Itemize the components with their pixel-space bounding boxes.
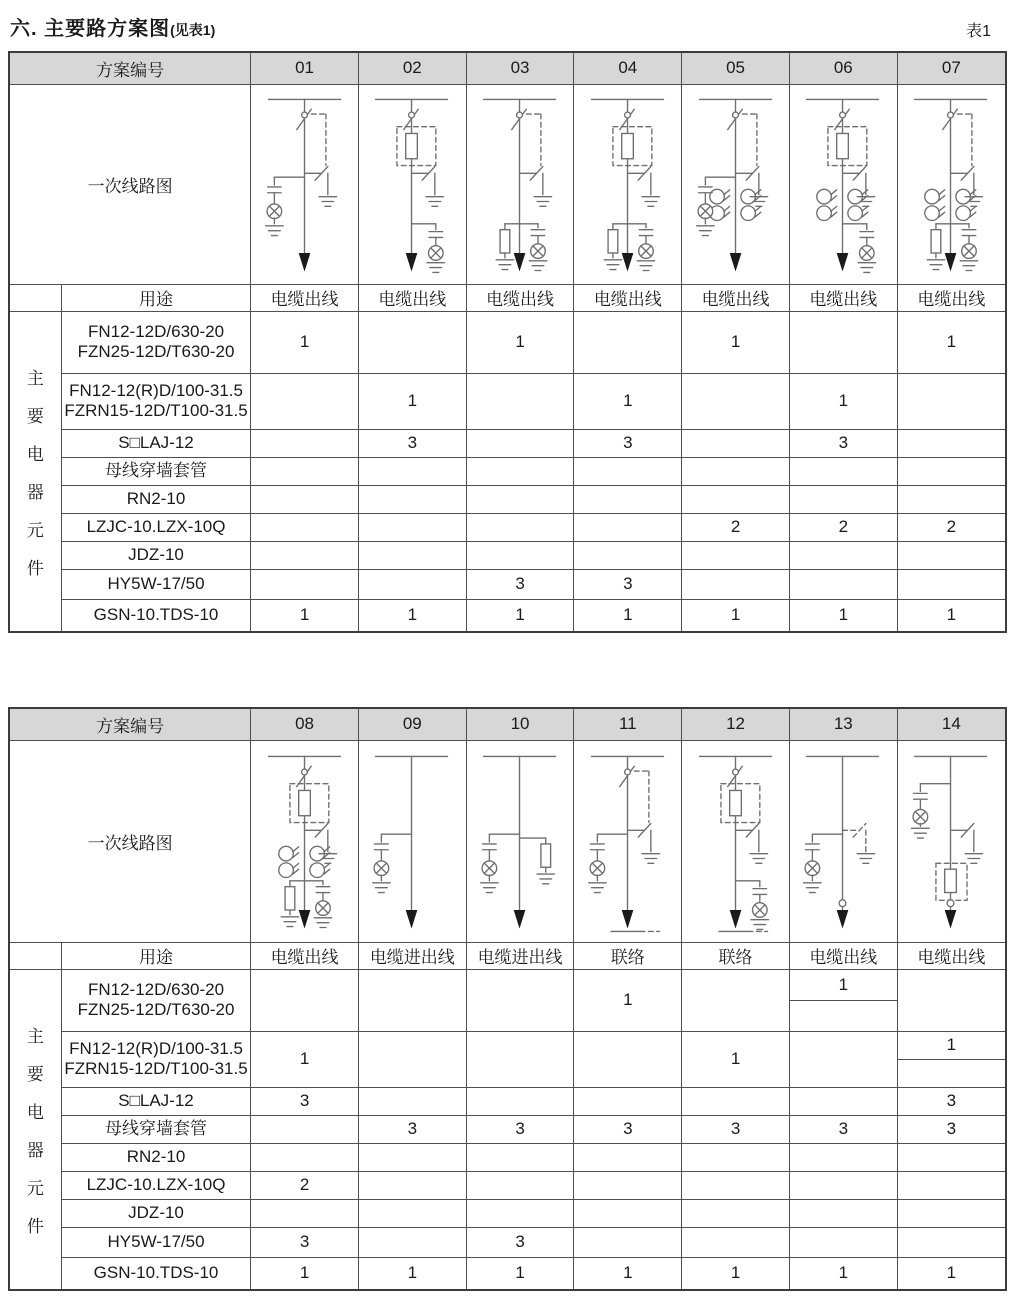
component-label: S□LAJ-12 (61, 429, 250, 457)
qty-cell (789, 1199, 897, 1227)
qty-cell (574, 1227, 682, 1257)
usage-cell-04: 电缆出线 (574, 284, 682, 311)
qty-cell (789, 541, 897, 569)
qty-cell: 3 (574, 429, 682, 457)
scheme-header-12: 12 (682, 708, 790, 740)
qty-cell (466, 1031, 574, 1087)
qty-cell (251, 1199, 359, 1227)
qty-cell (466, 373, 574, 429)
qty-cell (789, 311, 897, 373)
scheme-header-10: 10 (466, 708, 574, 740)
qty-cell (574, 1171, 682, 1199)
qty-cell (682, 485, 790, 513)
qty-cell (358, 1199, 466, 1227)
qty-cell (251, 485, 359, 513)
qty-cell (251, 1143, 359, 1171)
qty-cell (897, 429, 1006, 457)
qty-cell (251, 429, 359, 457)
usage-cell-05: 电缆出线 (682, 284, 790, 311)
qty-cell (897, 1227, 1006, 1257)
qty-cell: 3 (897, 1115, 1006, 1143)
qty-cell: 3 (251, 1227, 359, 1257)
circuit-diagram-01 (251, 84, 359, 284)
qty-cell (251, 513, 359, 541)
qty-cell (466, 513, 574, 541)
qty-cell: 1 (574, 1257, 682, 1290)
qty-cell (574, 513, 682, 541)
qty-cell (682, 373, 790, 429)
component-label: 母线穿墙套管 (61, 1115, 250, 1143)
qty-cell (466, 1143, 574, 1171)
qty-cell (897, 457, 1006, 485)
qty-cell: 3 (789, 1115, 897, 1143)
qty-cell (466, 429, 574, 457)
diagram-row-label: 一次线路图 (9, 740, 251, 942)
qty-cell: 1 (251, 1031, 359, 1087)
circuit-diagram-07 (897, 84, 1006, 284)
qty-cell: 1 (466, 599, 574, 632)
qty-cell (358, 1031, 466, 1087)
qty-cell (251, 373, 359, 429)
qty-cell: 3 (574, 1115, 682, 1143)
qty-cell (466, 457, 574, 485)
scheme-header-07: 07 (897, 52, 1006, 84)
spacer-cell (9, 284, 61, 311)
qty-cell: 1 (466, 311, 574, 373)
table-tag: 表1 (966, 23, 991, 40)
qty-cell (789, 1143, 897, 1171)
qty-cell: 2 (251, 1171, 359, 1199)
qty-cell (897, 373, 1006, 429)
scheme-header-06: 06 (789, 52, 897, 84)
component-label: GSN-10.TDS-10 (61, 1257, 250, 1290)
usage-cell-10: 电缆进出线 (466, 942, 574, 969)
qty-cell: 1 (358, 1257, 466, 1290)
circuit-diagram-06 (789, 84, 897, 284)
qty-cell: 1 (574, 599, 682, 632)
qty-cell: 3 (682, 1115, 790, 1143)
scheme-header-11: 11 (574, 708, 682, 740)
qty-cell: 1 (682, 1031, 790, 1087)
component-label: FN12-12D/630-20 FZN25-12D/T630-20 (61, 311, 250, 373)
qty-cell (574, 1199, 682, 1227)
qty-cell: 3 (897, 1087, 1006, 1115)
qty-cell (897, 1171, 1006, 1199)
usage-cell-01: 电缆出线 (251, 284, 359, 311)
qty-cell (789, 569, 897, 599)
component-label: FN12-12(R)D/100-31.5 FZRN15-12D/T100-31.5 (61, 1031, 250, 1087)
diagram-row-label: 一次线路图 (9, 84, 251, 284)
usage-row-label: 用途 (61, 284, 250, 311)
usage-cell-12: 联络 (682, 942, 790, 969)
qty-cell (682, 429, 790, 457)
qty-cell: 3 (358, 1115, 466, 1143)
qty-cell (789, 457, 897, 485)
qty-cell (897, 969, 1006, 1031)
qty-cell (251, 1115, 359, 1143)
qty-cell: 1 (574, 373, 682, 429)
qty-cell (682, 1087, 790, 1115)
qty-cell: 3 (466, 1115, 574, 1143)
scheme-header-01: 01 (251, 52, 359, 84)
usage-cell-02: 电缆出线 (358, 284, 466, 311)
component-label: FN12-12(R)D/100-31.5 FZRN15-12D/T100-31.5 (61, 373, 250, 429)
circuit-diagram-14 (897, 740, 1006, 942)
qty-cell (789, 1087, 897, 1115)
scheme-header-03: 03 (466, 52, 574, 84)
component-label: GSN-10.TDS-10 (61, 599, 250, 632)
circuit-diagram-05 (682, 84, 790, 284)
scheme-header-08: 08 (251, 708, 359, 740)
circuit-diagram-10 (466, 740, 574, 942)
qty-cell (574, 541, 682, 569)
usage-cell-14: 电缆出线 (897, 942, 1006, 969)
component-label: 母线穿墙套管 (61, 457, 250, 485)
qty-cell (358, 485, 466, 513)
circuit-diagram-08 (251, 740, 359, 942)
scheme-table-2-container (8, 707, 1007, 1291)
spacer-cell (9, 942, 61, 969)
qty-cell: 1 (466, 1257, 574, 1290)
qty-cell (251, 969, 359, 1031)
page-title: 六. 主要路方案图 (10, 18, 171, 40)
usage-cell-07: 电缆出线 (897, 284, 1006, 311)
qty-cell: 3 (358, 429, 466, 457)
component-label: RN2-10 (61, 1143, 250, 1171)
circuit-diagram-09 (358, 740, 466, 942)
usage-cell-06: 电缆出线 (789, 284, 897, 311)
qty-cell (358, 1087, 466, 1115)
qty-cell (897, 541, 1006, 569)
qty-cell (358, 513, 466, 541)
component-label: LZJC-10.LZX-10Q (61, 513, 250, 541)
qty-cell (682, 569, 790, 599)
qty-cell (466, 1087, 574, 1115)
qty-cell (682, 1199, 790, 1227)
qty-cell (682, 457, 790, 485)
sidebar-label: 主 要 电 器 元 件 (9, 969, 61, 1290)
usage-row-label: 用途 (61, 942, 250, 969)
qty-cell: 2 (682, 513, 790, 541)
circuit-diagram-02 (358, 84, 466, 284)
qty-cell (574, 311, 682, 373)
usage-cell-13: 电缆出线 (789, 942, 897, 969)
qty-cell (251, 569, 359, 599)
qty-cell (251, 541, 359, 569)
circuit-diagram-04 (574, 84, 682, 284)
qty-cell: 1 (574, 969, 682, 1031)
sidebar-label: 主 要 电 器 元 件 (9, 311, 61, 632)
qty-cell: 1 (358, 373, 466, 429)
component-label: HY5W-17/50 (61, 569, 250, 599)
component-label: HY5W-17/50 (61, 1227, 250, 1257)
qty-cell (358, 1227, 466, 1257)
qty-cell (466, 969, 574, 1031)
qty-cell: 1 (251, 599, 359, 632)
scheme-table-1 (8, 51, 1007, 633)
qty-cell (789, 485, 897, 513)
qty-cell (897, 569, 1006, 599)
qty-cell (789, 1227, 897, 1257)
qty-cell (466, 541, 574, 569)
qty-cell: 3 (466, 1227, 574, 1257)
qty-cell: 3 (466, 569, 574, 599)
qty-cell: 3 (574, 569, 682, 599)
qty-cell (682, 969, 790, 1031)
scheme-table-1-container (8, 51, 1007, 633)
qty-cell: 1 (789, 373, 897, 429)
component-label: S□LAJ-12 (61, 1087, 250, 1115)
qty-cell: 1 (789, 1257, 897, 1290)
scheme-table-2 (8, 707, 1007, 1291)
qty-cell: 1 (358, 599, 466, 632)
qty-cell (358, 569, 466, 599)
heading-row (10, 12, 1005, 41)
component-label: RN2-10 (61, 485, 250, 513)
usage-cell-11: 联络 (574, 942, 682, 969)
qty-cell (251, 457, 359, 485)
scheme-no-header: 方案编号 (9, 52, 251, 84)
qty-cell (466, 1171, 574, 1199)
qty-cell (574, 457, 682, 485)
scheme-header-09: 09 (358, 708, 466, 740)
scheme-header-04: 04 (574, 52, 682, 84)
qty-cell (897, 1143, 1006, 1171)
usage-cell-08: 电缆出线 (251, 942, 359, 969)
qty-cell (574, 1087, 682, 1115)
qty-cell (574, 1031, 682, 1087)
scheme-header-02: 02 (358, 52, 466, 84)
qty-cell (358, 541, 466, 569)
qty-cell (574, 485, 682, 513)
qty-cell: 3 (789, 429, 897, 457)
qty-cell: 1 (897, 311, 1006, 373)
page-title-note: (见表1) (170, 22, 216, 38)
qty-cell: 1 (897, 599, 1006, 632)
scheme-header-13: 13 (789, 708, 897, 740)
circuit-diagram-11 (574, 740, 682, 942)
usage-cell-03: 电缆出线 (466, 284, 574, 311)
qty-cell (789, 1171, 897, 1199)
usage-cell-09: 电缆进出线 (358, 942, 466, 969)
qty-cell (358, 1171, 466, 1199)
qty-cell (358, 457, 466, 485)
qty-cell (574, 1143, 682, 1171)
scheme-header-14: 14 (897, 708, 1006, 740)
qty-cell-split: 1 (789, 969, 897, 1031)
qty-cell (358, 969, 466, 1031)
component-label: JDZ-10 (61, 541, 250, 569)
qty-cell: 1 (251, 1257, 359, 1290)
qty-cell (897, 485, 1006, 513)
qty-cell-split: 1 (897, 1031, 1006, 1087)
scheme-header-05: 05 (682, 52, 790, 84)
qty-cell (789, 1031, 897, 1087)
component-label: LZJC-10.LZX-10Q (61, 1171, 250, 1199)
qty-cell: 2 (897, 513, 1006, 541)
qty-cell (466, 1199, 574, 1227)
qty-cell (682, 1143, 790, 1171)
qty-cell: 1 (682, 1257, 790, 1290)
qty-cell (358, 1143, 466, 1171)
qty-cell (682, 541, 790, 569)
qty-cell: 1 (897, 1257, 1006, 1290)
component-label: FN12-12D/630-20 FZN25-12D/T630-20 (61, 969, 250, 1031)
circuit-diagram-12 (682, 740, 790, 942)
qty-cell (358, 311, 466, 373)
qty-cell (682, 1171, 790, 1199)
qty-cell: 1 (682, 311, 790, 373)
qty-cell: 2 (789, 513, 897, 541)
qty-cell (897, 1199, 1006, 1227)
scheme-no-header: 方案编号 (9, 708, 251, 740)
qty-cell (682, 1227, 790, 1257)
component-label: JDZ-10 (61, 1199, 250, 1227)
qty-cell: 3 (251, 1087, 359, 1115)
qty-cell: 1 (682, 599, 790, 632)
qty-cell (466, 485, 574, 513)
circuit-diagram-03 (466, 84, 574, 284)
qty-cell: 1 (251, 311, 359, 373)
circuit-diagram-13 (789, 740, 897, 942)
qty-cell: 1 (789, 599, 897, 632)
